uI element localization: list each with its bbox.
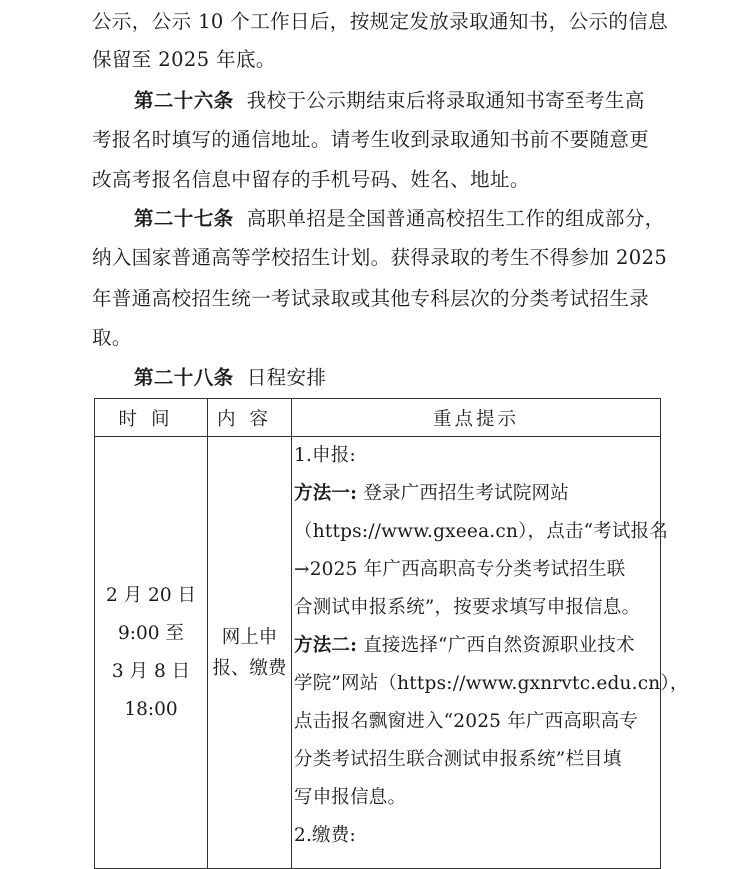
notes-line: 合测试申报系统”，按要求填写申报信息。 [294,597,641,618]
article-27-heading: 第二十七条 [134,207,234,230]
article-26-heading: 第二十六条 [134,89,234,112]
notes-line: 学院”网站（https://www.gxnrvtc.edu.cn）， [294,673,689,694]
notes-line: 2.缴费: [294,825,356,846]
schedule-table [94,398,689,869]
time-line: 2 月 20 日 [106,584,196,606]
article-27-first-line [134,207,665,231]
notes-line: 方法一: 登录广西招生考试院网站 [294,483,569,504]
method-two-label: 方法二: [294,635,358,656]
notes-line: 方法二: 直接选择“广西自然资源职业技术 [294,635,635,656]
header-notes: 重点提示 [292,399,661,437]
header-time: 时间 [95,399,208,437]
text-line: 公示，公示 10 个工作日后，按规定发放录取通知书，公示的信息 [92,10,669,33]
table-row [95,437,661,869]
content-cell [208,437,292,869]
schedule-title: 日程安排 [246,366,327,389]
text-line: 年普通高校招生统一考试录取或其他专科层次的分类考试招生录 [92,287,650,310]
content-line: 网上申 [221,626,278,648]
table-header-row [95,399,661,437]
notes-line: （https://www.gxeea.cn），点击“考试报名 [294,521,669,542]
text-line: 改高考报名信息中留存的手机号码、姓名、地址。 [92,168,530,191]
time-cell [95,437,208,869]
header-content: 内容 [208,399,292,437]
text-line: 纳入国家普通高等学校招生计划。获得录取的考生不得参加 2025 [92,246,668,269]
time-line: 9:00 至 [118,622,184,644]
text-line: 取。 [92,326,132,349]
notes-line: 写申报信息。 [294,787,407,808]
notes-line: 点击报名飘窗进入“2025 年广西高职高专 [294,711,639,732]
notes-line: →2025 年广西高职高专分类考试招生联 [294,559,626,580]
notes-line: 分类考试招生联合测试申报系统”栏目填 [294,749,622,770]
time-line: 3 月 8 日 [111,660,191,682]
text-line: 高职单招是全国普通高校招生工作的组成部分， [246,207,665,230]
text-line: 保留至 2025 年底。 [92,48,276,71]
time-line: 18:00 [124,698,178,720]
text-line: 考报名时填写的通信地址。请考生收到录取通知书前不要随意更 [92,128,650,151]
text-line: 我校于公示期结束后将录取通知书寄至考生高 [246,89,645,112]
method-one-label: 方法一: [294,483,358,504]
notes-line: 1.申报: [294,445,356,466]
article-28-title-line [134,366,326,390]
notes-cell [292,437,689,869]
content-line: 报、缴费 [212,657,287,679]
article-28-heading: 第二十八条 [134,366,234,389]
article-26-first-line [134,89,645,113]
